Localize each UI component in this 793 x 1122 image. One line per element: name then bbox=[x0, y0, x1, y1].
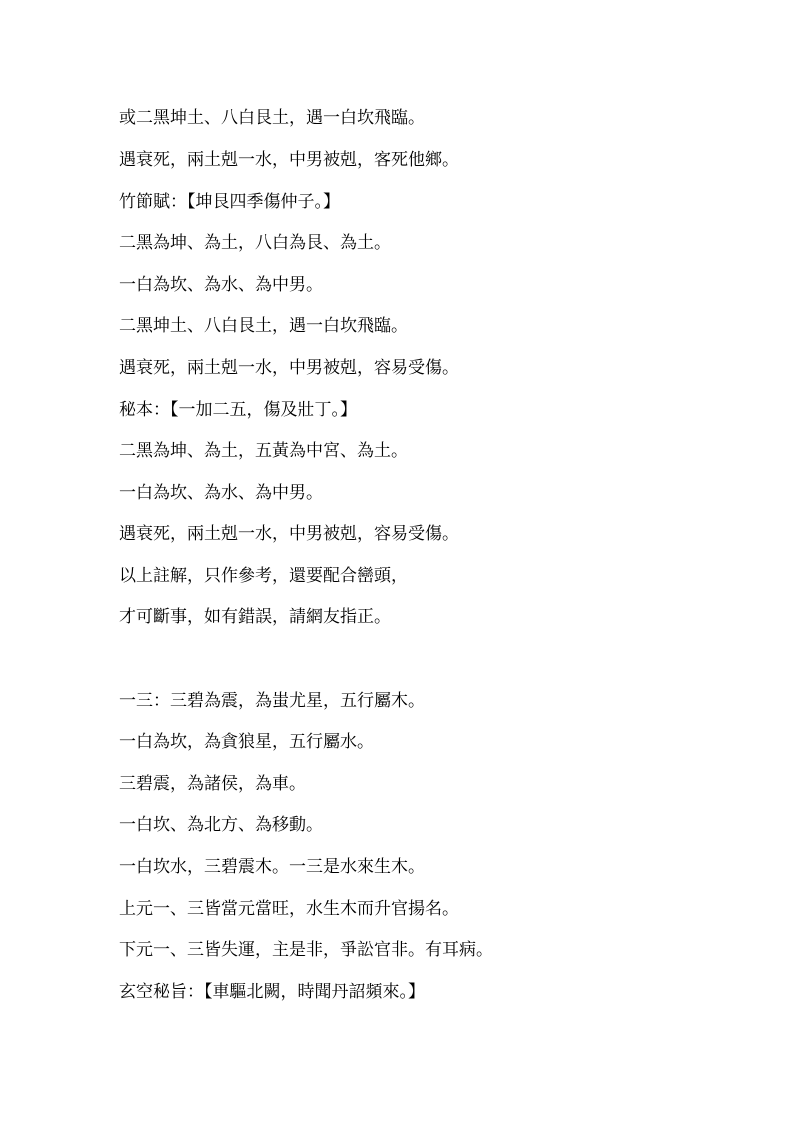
text-line: 二黑為坤、為土，五黃為中宮、為土。 bbox=[119, 441, 408, 461]
text-line: 才可斷事，如有錯誤，請網友指正。 bbox=[119, 607, 391, 627]
text-line: 玄空秘旨：【車驅北闕，時聞丹詔頻來。】 bbox=[119, 982, 425, 1002]
text-line: 遇衰死，兩土剋一水，中男被剋，容易受傷。 bbox=[119, 524, 459, 544]
text-line: 竹節賦：【坤艮四季傷仲子。】 bbox=[119, 192, 340, 212]
text-line: 秘本：【一加二五，傷及壯丁。】 bbox=[119, 400, 357, 420]
text-line: 二黑為坤、為土，八白為艮、為土。 bbox=[119, 233, 391, 253]
text-line: 遇衰死，兩土剋一水，中男被剋，客死他鄉。 bbox=[119, 150, 459, 170]
text-line: 二黑坤土、八白艮土，遇一白坎飛臨。 bbox=[119, 316, 408, 336]
text-line: 上元一、三皆當元當旺，水生木而升官揚名。 bbox=[119, 899, 459, 919]
text-line: 一白坎、為北方、為移動。 bbox=[119, 815, 323, 835]
text-line: 一三：三碧為震，為蚩尤星，五行屬木。 bbox=[119, 691, 425, 711]
text-line: 三碧震，為諸侯，為車。 bbox=[119, 774, 306, 794]
text-line: 下元一、三皆失運，主是非，爭訟官非。有耳病。 bbox=[119, 940, 493, 960]
text-line: 遇衰死，兩土剋一水，中男被剋，容易受傷。 bbox=[119, 358, 459, 378]
text-line: 一白為坎、為水、為中男。 bbox=[119, 275, 323, 295]
text-line: 以上註解，只作參考，還要配合巒頭， bbox=[119, 566, 408, 586]
text-line: 一白坎水，三碧震木。一三是水來生木。 bbox=[119, 857, 425, 877]
text-line: 或二黑坤土、八白艮土，遇一白坎飛臨。 bbox=[119, 108, 425, 128]
text-line: 一白為坎，為貪狼星，五行屬水。 bbox=[119, 732, 374, 752]
text-line: 一白為坎、為水、為中男。 bbox=[119, 483, 323, 503]
